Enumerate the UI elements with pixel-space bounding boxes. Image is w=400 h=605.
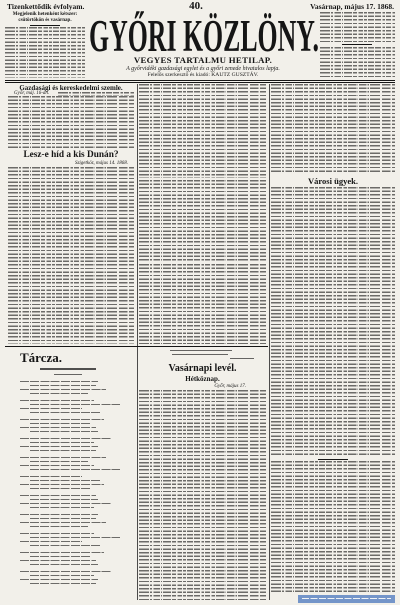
epigraph-author-mark (230, 358, 254, 359)
watermark-bar (298, 595, 395, 604)
poem-line (30, 461, 88, 462)
poem-line (30, 545, 100, 546)
text-block-col2-part1 (139, 84, 266, 178)
poem-line (20, 522, 106, 523)
poem-line (30, 412, 100, 413)
text-block-col2-part2 (139, 180, 266, 262)
poem-line (30, 488, 90, 489)
text-block-col3-bottom (271, 461, 395, 592)
sunday-letter-dateline: Győr, május 17. (214, 384, 246, 389)
masthead-tagline: A győrvidéki gazdasági egylet és a győri zenede hivatalos lapja. (126, 65, 280, 72)
masthead-rule-thin (5, 82, 395, 83)
poem-line (30, 499, 98, 500)
masthead-title: GYŐRI KÖZLÖNY. (89, 11, 319, 56)
poem-subtitle-mark (54, 374, 82, 375)
issue-number: 40. (189, 0, 203, 12)
watermark-lettering-mark (302, 598, 391, 599)
article-heading-economic-review: Gazdasági és kereskedelmi szemle. (19, 84, 123, 92)
epigraph-line (170, 350, 232, 351)
poem-line (30, 526, 88, 527)
publication-days: csütörtökön és vasárnap. (18, 18, 72, 23)
poem-line (20, 503, 112, 504)
masthead-subtitle: VEGYES TARTALMU HETILAP. (133, 55, 273, 65)
poem-line (20, 579, 98, 580)
article-dateline-economic-review: Győr, máj. 16-án. (14, 91, 50, 97)
poem-line (30, 404, 120, 405)
column-divider-2 (269, 84, 270, 600)
poem-line (30, 385, 96, 386)
publication-frequency: Megjelenik hetenként kétszer: (12, 12, 78, 17)
column-divider-1 (137, 84, 138, 600)
poem-line (30, 564, 98, 565)
poem-line (20, 495, 96, 496)
poem-line (20, 408, 82, 409)
masthead-rule-thick (5, 80, 395, 81)
poem-line (30, 423, 90, 424)
poem-line (20, 514, 98, 515)
text-block-col2-part3 (139, 264, 266, 344)
poem-line (20, 419, 104, 420)
text-block-economic-review (8, 96, 134, 148)
info-box-rule (30, 25, 60, 26)
issue-date: Vasárnap, május 17. 1868. (310, 2, 394, 11)
feuilleton-heading: Tárcza. (20, 350, 62, 365)
text-block-bridge (8, 167, 134, 344)
text-block-city-affairs (271, 187, 395, 456)
poem-line (30, 556, 90, 557)
section-break-rule (318, 459, 348, 460)
text-block-sunday-letter (139, 390, 266, 600)
poem-line (20, 476, 82, 477)
poem-line (30, 469, 120, 470)
article-heading-city-affairs: Városi ügyek. (308, 176, 358, 186)
feuilleton-separator (5, 346, 268, 347)
poem-line (30, 450, 96, 451)
poem-line (30, 393, 88, 394)
poem-line (20, 484, 104, 485)
poem-line (20, 400, 94, 401)
epigraph-line (172, 354, 228, 355)
poem-line (20, 381, 98, 382)
poem-line (30, 583, 96, 584)
poem-line (30, 431, 98, 432)
ad-box-rule (342, 44, 372, 45)
poem-line (30, 442, 94, 443)
poem-title-mark (40, 368, 96, 370)
poem-body (8, 381, 134, 595)
poem-line (20, 465, 94, 466)
poem-line (30, 480, 100, 481)
poem-line (20, 560, 96, 561)
masthead-title-svg (86, 10, 322, 56)
poem-line (20, 541, 82, 542)
poem-line (30, 518, 96, 519)
text-block-col3-top (271, 84, 395, 174)
poem-line (30, 537, 120, 538)
masthead-editor: Felelős szerkesztő és kiadó: KAUTZ GUSZTÁV. (147, 72, 259, 78)
poem-line (30, 575, 94, 576)
poem-line (20, 533, 94, 534)
poem-line (30, 507, 94, 508)
poem-line (20, 457, 106, 458)
sunday-letter-subheading: Hétköznap. (185, 375, 220, 383)
volume-label: Tizenkettődik évfolyam. (7, 2, 85, 11)
poem-line (20, 389, 106, 390)
text-block-ad-rates (320, 12, 395, 42)
article-dateline-bridge: Szigetköz, május 14. 1868. (74, 161, 128, 166)
poem-line (20, 552, 104, 553)
poem-line (20, 438, 112, 439)
poem-line (20, 571, 112, 572)
poem-line (20, 446, 98, 447)
poem-line (20, 427, 96, 428)
article-heading-bridge: Lesz-e híd a kis Dunán? (23, 150, 119, 160)
sunday-letter-heading: Vasárnapi levél. (168, 363, 237, 374)
